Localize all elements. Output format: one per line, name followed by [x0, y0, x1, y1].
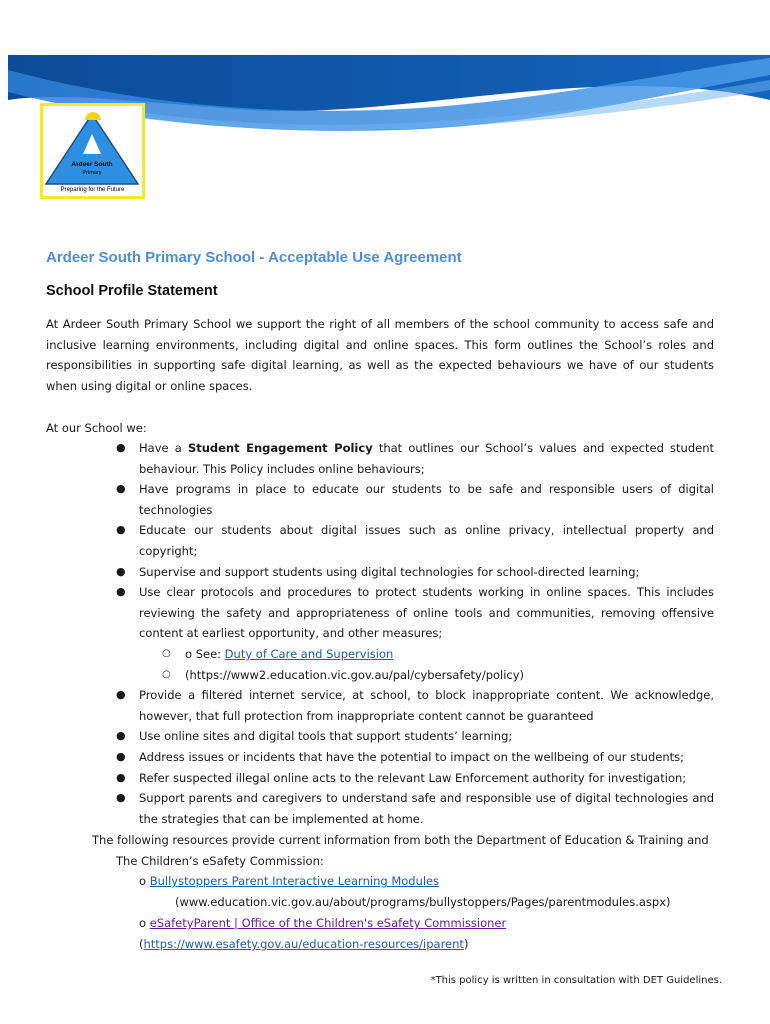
logo-text-line1: Ardeer South — [71, 161, 113, 168]
commitments-list — [46, 438, 714, 829]
page-title: Ardeer South Primary School - Acceptable Use Agreement — [46, 249, 462, 266]
bullet-icon: ● — [116, 585, 126, 599]
list-item: ● Have programs in place to educate our students to be safe and responsible users of digital technologies — [46, 479, 714, 520]
list-item: ● Have a Student Engagement Policy that outlines our School’s values and expected student behaviour. This Policy includes online behaviours; — [46, 438, 714, 479]
school-logo — [40, 103, 145, 199]
logo-triangle-graphic — [43, 106, 142, 186]
resource-url: (https://www.esafety.gov.au/education-resources/iparent) — [139, 937, 469, 951]
esafety-parent-link[interactable]: eSafetyParent | Office of the Children's eSafety Commissioner — [149, 916, 507, 930]
resource-item: o eSafetyParent | Office of the Children's eSafety Commissioner — [139, 916, 507, 930]
sun-icon — [85, 112, 101, 120]
list-item: ● Address issues or incidents that have the potential to impact on the wellbeing of our students; — [46, 747, 714, 768]
bullet-icon: ● — [116, 564, 126, 578]
list-item: ● Refer suspected illegal online acts to the relevant Law Enforcement authority for investigation; — [46, 768, 714, 789]
bullet-icon: ● — [116, 729, 126, 743]
footnote: *This policy is written in consultation with DET Guidelines. — [430, 975, 722, 986]
bullet-icon: ● — [116, 441, 126, 454]
bullet-icon: ● — [116, 523, 126, 537]
intro-paragraph: At Ardeer South Primary School we support the right of all members of the school community to access safe and inclusive learning environments, including digital and online spaces. This form outlines the School’s roles and responsibilities in supporting safe digital learning, as well as the expected behaviours we have of our students when using digital or online spaces. — [46, 317, 714, 393]
list-item: ● Educate our students about digital issues such as online privacy, intellectual property and copyright; — [46, 520, 714, 561]
resources-intro: The following resources provide current information from both the Department of Education & Training and The Children’s eSafety Commission: — [92, 833, 709, 868]
sub-list-item: ○ o See: Duty of Care and Supervision — [46, 644, 714, 665]
bullystoppers-link[interactable]: Bullystoppers Parent Interactive Learning Modules — [149, 874, 440, 888]
list-item: ● Use clear protocols and procedures to protect students working in online spaces. This includes reviewing the safety and appropriateness of online tools and communities, removing offensive content at earliest opportunity, and other measures; — [46, 582, 714, 644]
resource-url: (www.education.vic.gov.au/about/programs/bullystoppers/Pages/parentmodules.aspx) — [175, 895, 671, 909]
sub-list-item: ○ (https://www2.education.vic.gov.au/pal/cybersafety/policy) — [46, 665, 714, 686]
circle-bullet-icon: ○ — [162, 668, 171, 680]
bullet-icon: ● — [116, 770, 126, 784]
list-item: ● Supervise and support students using digital technologies for school-directed learning; — [46, 562, 714, 583]
logo-text-line2: Primary — [82, 170, 102, 176]
list-item: ● Support parents and caregivers to understand safe and responsible use of digital technologies and the strategies that can be implemented at home. — [46, 788, 714, 829]
duty-of-care-link[interactable]: Duty of Care and Supervision — [224, 646, 394, 661]
bullet-icon: ● — [116, 749, 126, 763]
list-item: ● Use online sites and digital tools that support students’ learning; — [46, 726, 714, 747]
esafety-url-link[interactable]: https://www.esafety.gov.au/education-resources/iparent — [143, 937, 464, 951]
logo-tagline: Preparing for the Future — [60, 187, 125, 193]
resource-item: o Bullystoppers Parent Interactive Learning Modules — [139, 874, 440, 888]
bullet-icon: ● — [116, 482, 126, 496]
section-heading: School Profile Statement — [46, 283, 218, 299]
at-school-lead: At our School we: — [46, 421, 147, 435]
circle-bullet-icon: ○ — [162, 647, 171, 659]
bullet-icon: ● — [116, 791, 126, 805]
bullet-icon: ● — [116, 688, 126, 702]
policy-name: Student Engagement Policy — [187, 441, 373, 455]
list-item: ● Provide a filtered internet service, at school, to block inappropriate content. We acknowledge, however, that full protection from inappropriate content cannot be guaranteed — [46, 685, 714, 726]
